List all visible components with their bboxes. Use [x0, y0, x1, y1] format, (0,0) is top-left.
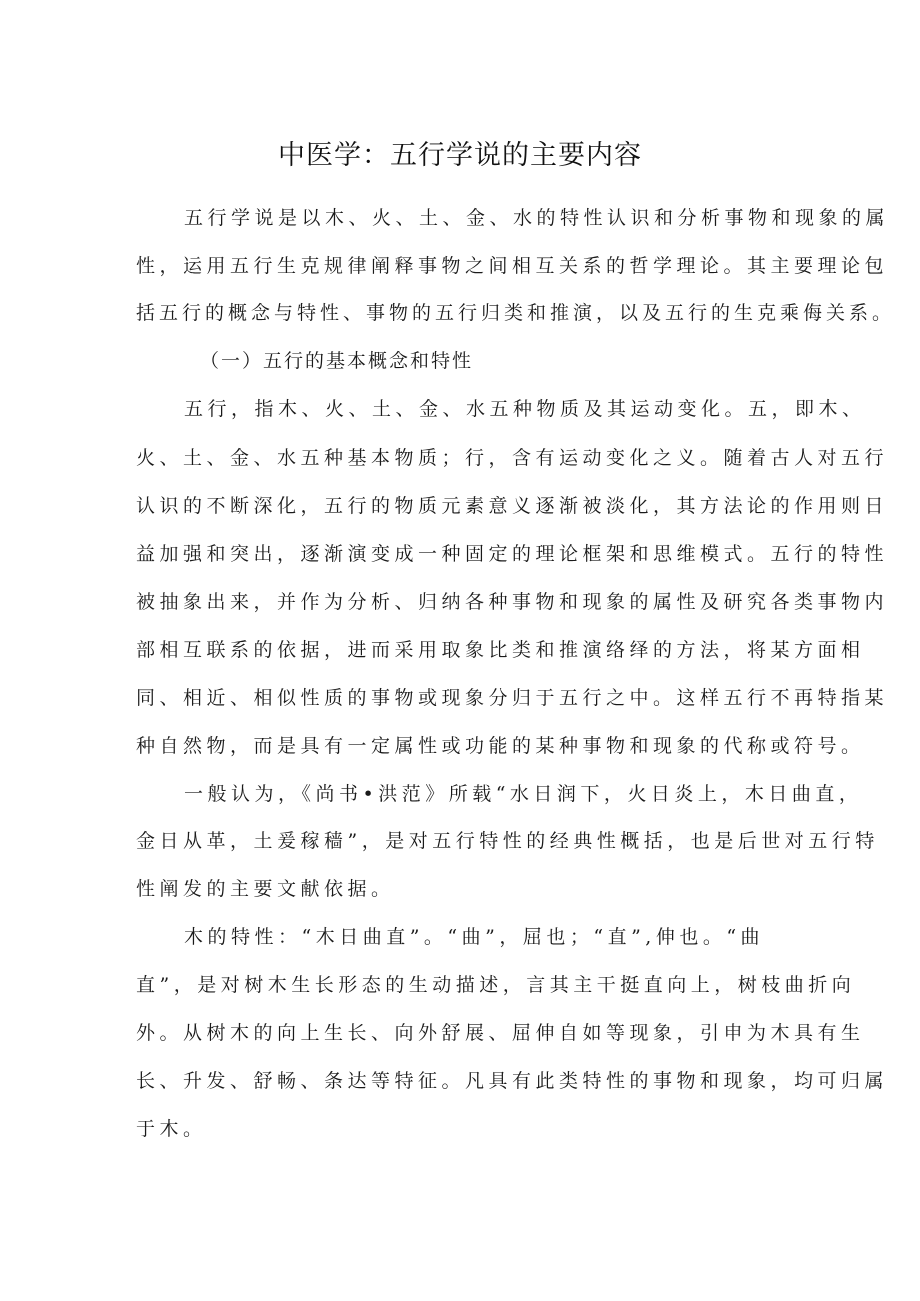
intro-line-3: 括五行的概念与特性、事物的五行归类和推演，以及五行的生克乘侮关系。 — [136, 302, 896, 324]
p3-line-4: 长、升发、舒畅、条达等特征。凡具有此类特性的事物和现象，均可归属 — [136, 1070, 889, 1092]
p3-line-1: 木的特性：“木日曲直”。“曲”，屈也；“直”,伸也。“曲 — [184, 926, 765, 948]
p2-line-1: 一般认为，《尚书•洪范》所载“水日润下，火日炎上，木日曲直， — [184, 783, 863, 805]
p3-line-3: 外。从树木的向上生长、向外舒展、屈伸自如等现象，引申为木具有生 — [136, 1022, 865, 1044]
p1-line-3: 认识的不断深化，五行的物质元素意义逐渐被淡化，其方法论的作用则日 — [136, 495, 889, 517]
intro-line-2: 性，运用五行生克规律阐释事物之间相互关系的哲学理论。其主要理论包 — [136, 255, 889, 277]
document-title: 中医学：五行学说的主要内容 — [278, 140, 642, 171]
p1-line-7: 同、相近、相似性质的事物或现象分归于五行之中。这样五行不再特指某 — [136, 687, 889, 709]
p2-line-2: 金日从革，土爰稼穑”，是对五行特性的经典性概括，也是后世对五行特 — [136, 830, 879, 852]
p1-line-5: 被抽象出来，并作为分析、归纳各种事物和现象的属性及研究各类事物内 — [136, 591, 889, 613]
p1-line-6: 部相互联系的依据，进而采用取象比类和推演络绎的方法，将某方面相 — [136, 639, 865, 661]
p1-line-8: 种自然物，而是具有一定属性或功能的某种事物和现象的代称或符号。 — [136, 735, 865, 757]
p2-line-3: 性阐发的主要文献依据。 — [136, 878, 395, 900]
p3-line-5: 于木。 — [136, 1118, 207, 1140]
p3-line-2: 直”，是对树木生长形态的生动描述，言其主干挺直向上，树枝曲折向 — [136, 974, 856, 996]
p1-line-1: 五行，指木、火、土、金、水五种物质及其运动变化。五，即木、 — [184, 398, 866, 420]
p1-line-2: 火、土、金、水五种基本物质；行，含有运动变化之义。随着古人对五行 — [136, 447, 889, 469]
intro-line-1: 五行学说是以木、火、土、金、水的特性认识和分析事物和现象的属 — [184, 207, 890, 229]
p1-line-4: 益加强和突出，逐渐演变成一种固定的理论框架和思维模式。五行的特性 — [136, 543, 889, 565]
section-heading-1: （一）五行的基本概念和特性 — [200, 350, 474, 372]
